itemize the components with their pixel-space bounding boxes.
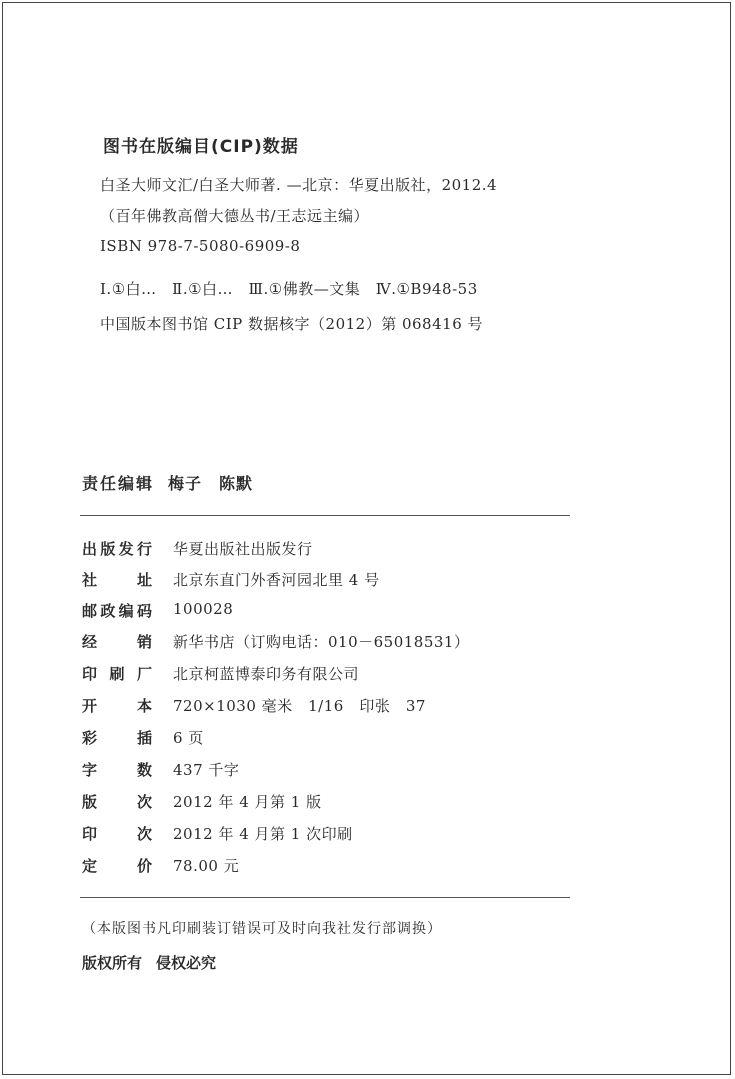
- row-value: 华夏出版社出版发行: [173, 540, 313, 558]
- row-label: 彩 插: [82, 729, 152, 747]
- infringement-notice: 侵权必究: [156, 954, 217, 972]
- row-value: 100028: [173, 600, 234, 618]
- row-value: 6 页: [173, 729, 204, 747]
- row-value: 北京柯蓝博泰印务有限公司: [173, 665, 360, 683]
- row-label: 版 次: [82, 793, 152, 811]
- row-value: 2012 年 4 月第 1 次印刷: [173, 825, 353, 843]
- row-value: 北京东直门外香河园北里 4 号: [173, 571, 380, 589]
- cip-isbn: ISBN 978-7-5080-6909-8: [100, 237, 301, 255]
- row-value: 2012 年 4 月第 1 版: [173, 793, 322, 811]
- row-label: 社 址: [82, 571, 152, 589]
- editor-label: 责任编辑: [82, 474, 155, 493]
- row-label: 印 次: [82, 825, 152, 843]
- rights-reserved: 版权所有: [82, 954, 143, 972]
- editor-names: 梅子 陈默: [168, 474, 254, 493]
- divider-top: [80, 515, 570, 516]
- copyright-statement: [82, 952, 216, 973]
- cip-classification: Ⅰ.①白… Ⅱ.①白… Ⅲ.①佛教—文集 Ⅳ.①B948-53: [100, 280, 478, 298]
- row-value: 720×1030 毫米 1/16 印张 37: [173, 697, 426, 715]
- replacement-notice: （本版图书凡印刷装订错误可及时向我社发行部调换）: [82, 921, 442, 937]
- row-label: 字 数: [82, 761, 152, 779]
- row-label: 经 销: [82, 633, 152, 651]
- cip-series: （百年佛教高僧大德丛书/王志远主编）: [100, 207, 370, 225]
- cip-title: 图书在版编目(CIP)数据: [103, 137, 299, 157]
- row-label: 印 刷 厂: [82, 665, 152, 683]
- row-value: 78.00 元: [173, 857, 240, 875]
- row-value: 新华书店（订购电话：010－65018531）: [173, 633, 470, 651]
- cip-number: 中国版本图书馆 CIP 数据核字（2012）第 068416 号: [100, 315, 484, 333]
- row-label: 邮 政 编 码: [82, 602, 152, 620]
- cip-main-entry: 白圣大师文汇/白圣大师著. —北京：华夏出版社，2012.4: [100, 176, 498, 194]
- divider-bottom: [80, 897, 570, 898]
- row-label: 定 价: [82, 857, 152, 875]
- row-label: 开 本: [82, 697, 152, 715]
- row-label: 出 版 发 行: [82, 540, 152, 558]
- responsible-editor: [82, 471, 253, 494]
- row-value: 437 千字: [173, 761, 240, 779]
